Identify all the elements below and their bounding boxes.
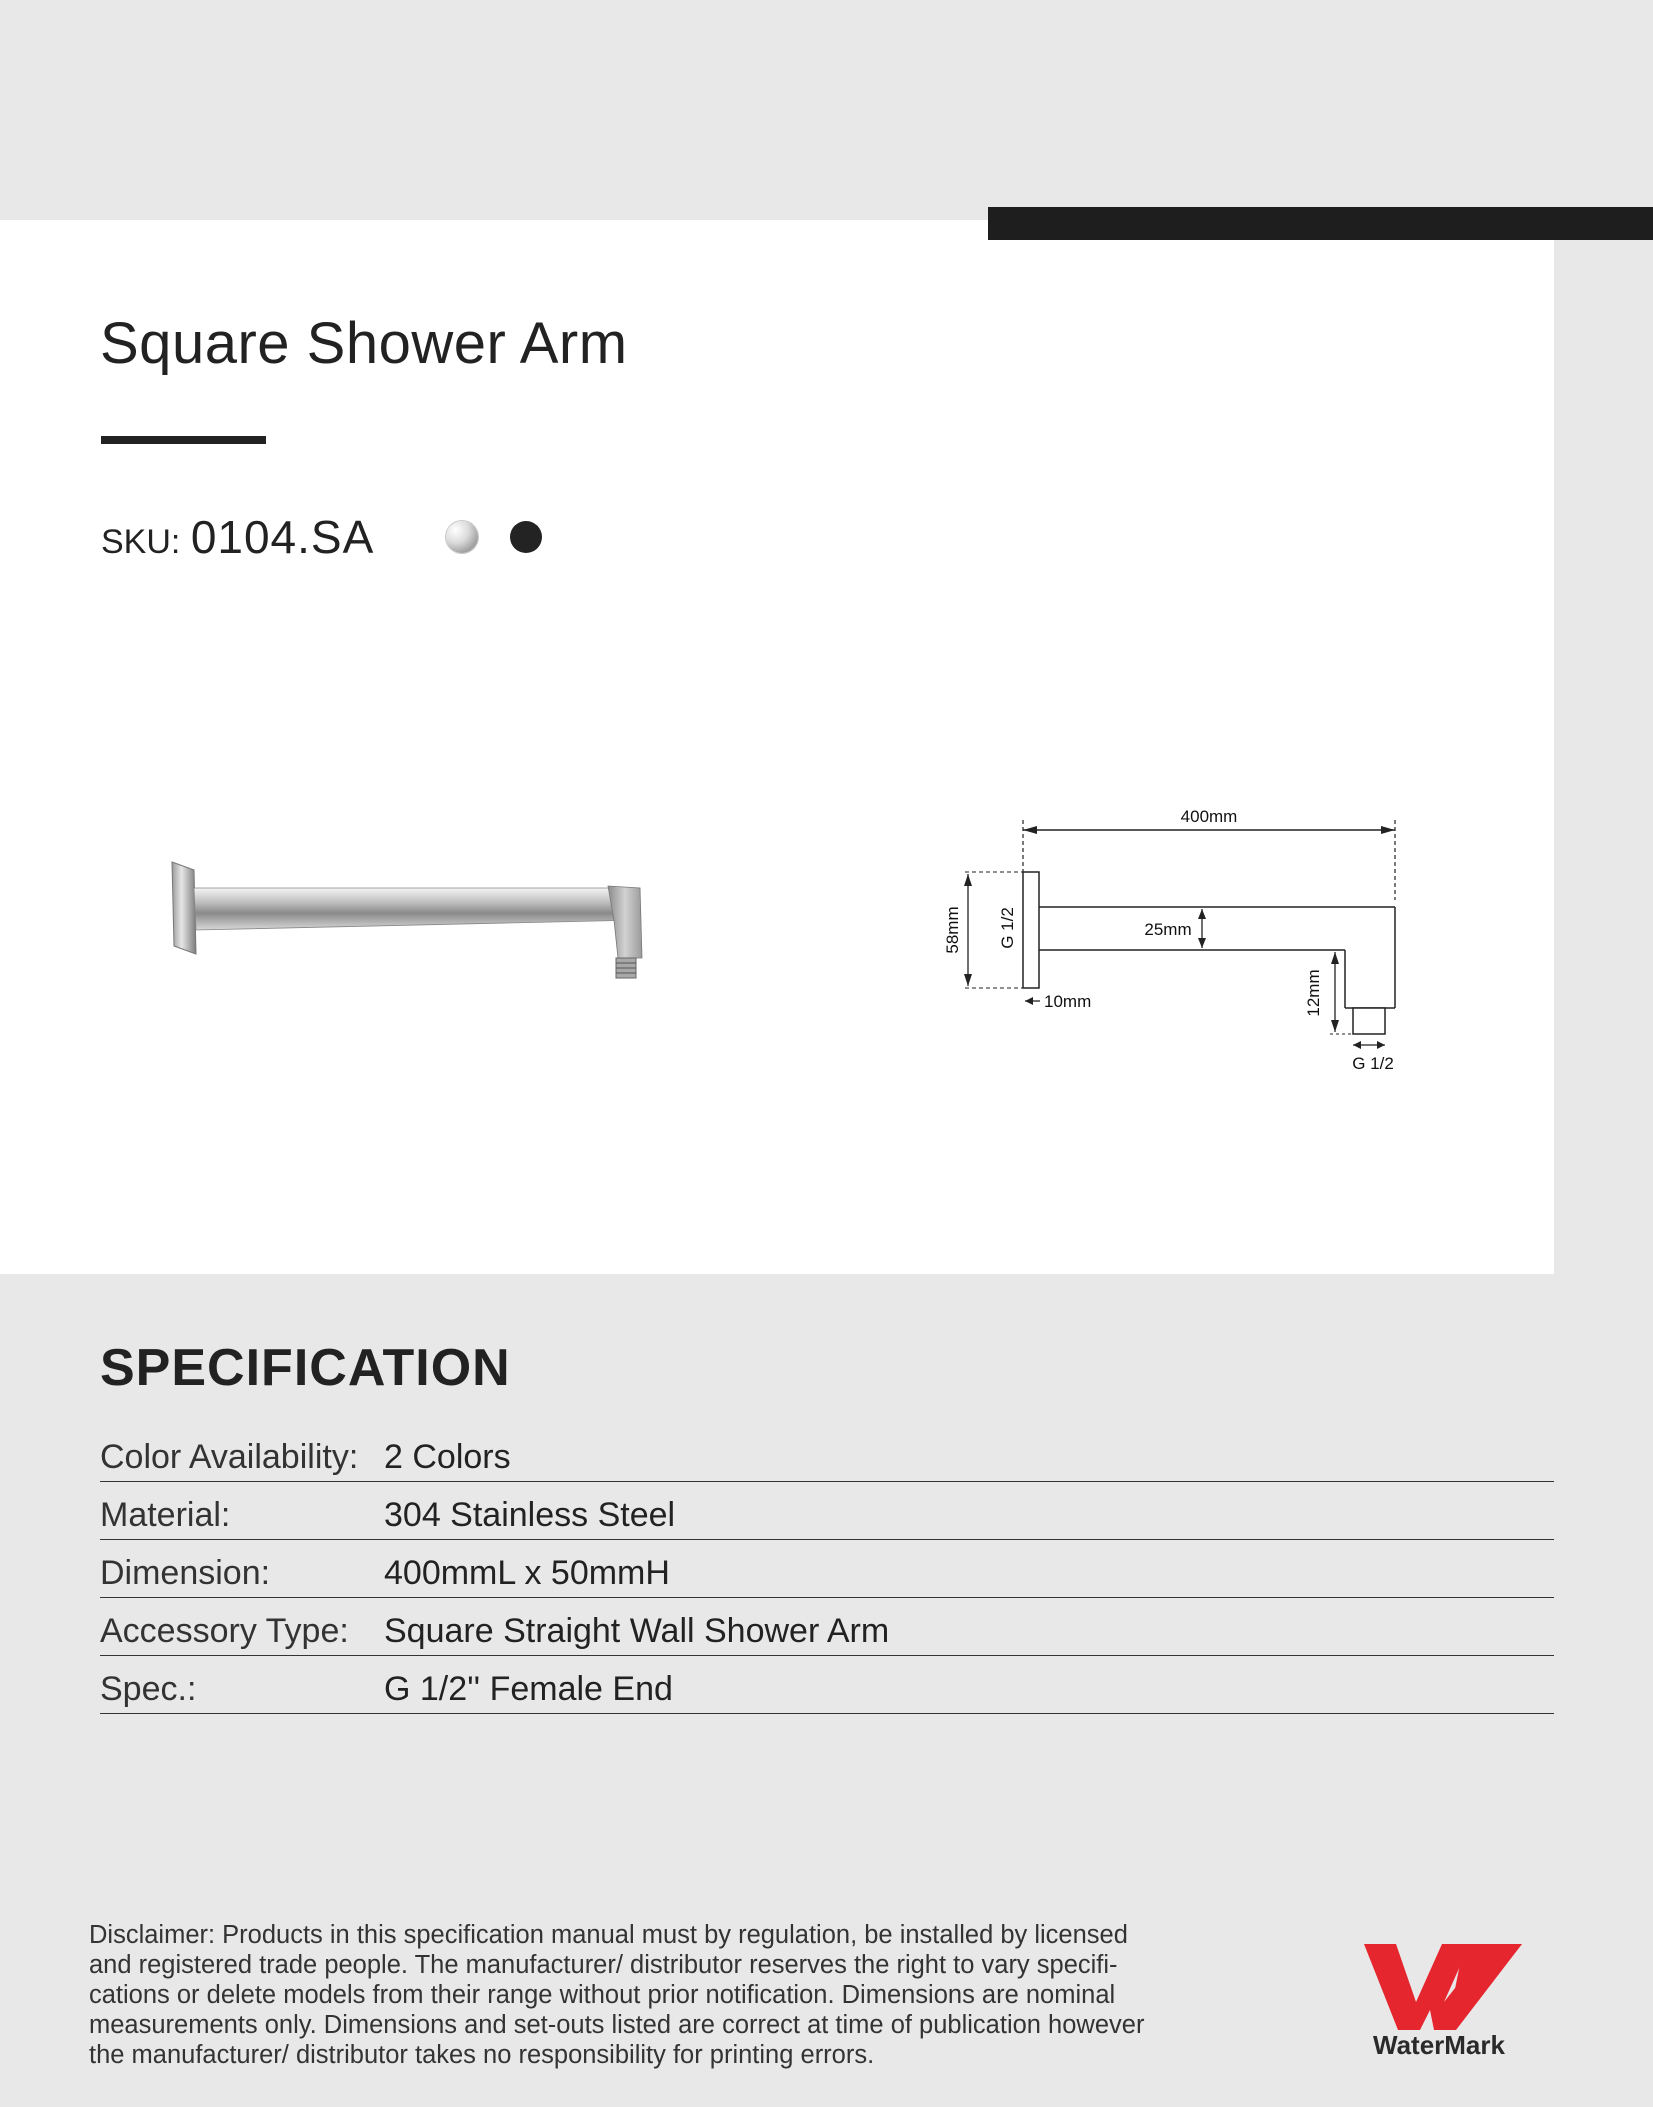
dim-plate-thread-label: G 1/2	[998, 907, 1017, 949]
product-panel	[0, 220, 1554, 1274]
header-accent-bar	[988, 207, 1653, 240]
title-underline	[101, 436, 266, 444]
spec-row	[100, 1424, 1554, 1482]
spec-row	[100, 1482, 1554, 1540]
drawing-wall-plate	[1023, 872, 1039, 988]
spec-value: Square Straight Wall Shower Arm	[384, 1612, 890, 1650]
specification-heading: SPECIFICATION	[100, 1339, 511, 1397]
product-title: Square Shower Arm	[100, 311, 628, 376]
spec-value: G 1/2'' Female End	[384, 1670, 673, 1708]
disclaimer-line: Disclaimer: Products in this specification manual must by regulation, be installed by licensed	[89, 1921, 1128, 1949]
dim-arm-height-label: 25mm	[1144, 920, 1192, 939]
arm-elbow	[608, 886, 642, 958]
product-image	[150, 858, 650, 998]
dim-plate-thickness-label: 10mm	[1044, 992, 1092, 1011]
spec-label: Color Availability:	[100, 1438, 359, 1476]
wall-plate	[172, 862, 196, 954]
sku-value: 0104.SA	[190, 511, 375, 563]
disclaimer-line: measurements only. Dimensions and set-outs listed are correct at time of publication however	[89, 2011, 1145, 2039]
spec-row	[100, 1598, 1554, 1656]
disclaimer	[89, 1920, 1189, 2070]
spec-label: Material:	[100, 1496, 231, 1534]
spec-row	[100, 1540, 1554, 1598]
disclaimer-line: the manufacturer/ distributor takes no responsibility for printing errors.	[89, 2041, 875, 2069]
dim-outlet-length-label: 12mm	[1304, 969, 1323, 1017]
disclaimer-line: cations or delete models from their range without prior notification. Dimensions are nominal	[89, 1981, 1116, 2009]
disclaimer-line: and registered trade people. The manufacturer/ distributor reserves the right to vary specifi-	[89, 1951, 1118, 1979]
drawing-outlet	[1353, 1008, 1385, 1034]
color-swatch-black	[510, 521, 542, 553]
color-swatch-chrome	[446, 521, 478, 553]
spec-value: 304 Stainless Steel	[384, 1496, 676, 1534]
sku-label: SKU:	[101, 523, 181, 561]
technical-drawing	[940, 800, 1420, 1090]
spec-value: 400mmL x 50mmH	[384, 1554, 670, 1592]
spec-row	[100, 1656, 1554, 1714]
dim-length-label: 400mm	[1180, 807, 1238, 826]
dim-plate-height-label: 58mm	[943, 906, 962, 954]
spec-label: Dimension:	[100, 1554, 271, 1592]
spec-label: Spec.:	[100, 1670, 197, 1708]
arm-body	[194, 888, 640, 930]
spec-label: Accessory Type:	[100, 1612, 349, 1650]
specification-table	[100, 1424, 1554, 1714]
dim-outlet-thread-label: G 1/2	[1352, 1054, 1394, 1073]
sku-row	[101, 510, 374, 564]
watermark-logo-text: WaterMark	[1373, 2030, 1505, 2060]
spec-value: 2 Colors	[384, 1438, 511, 1476]
